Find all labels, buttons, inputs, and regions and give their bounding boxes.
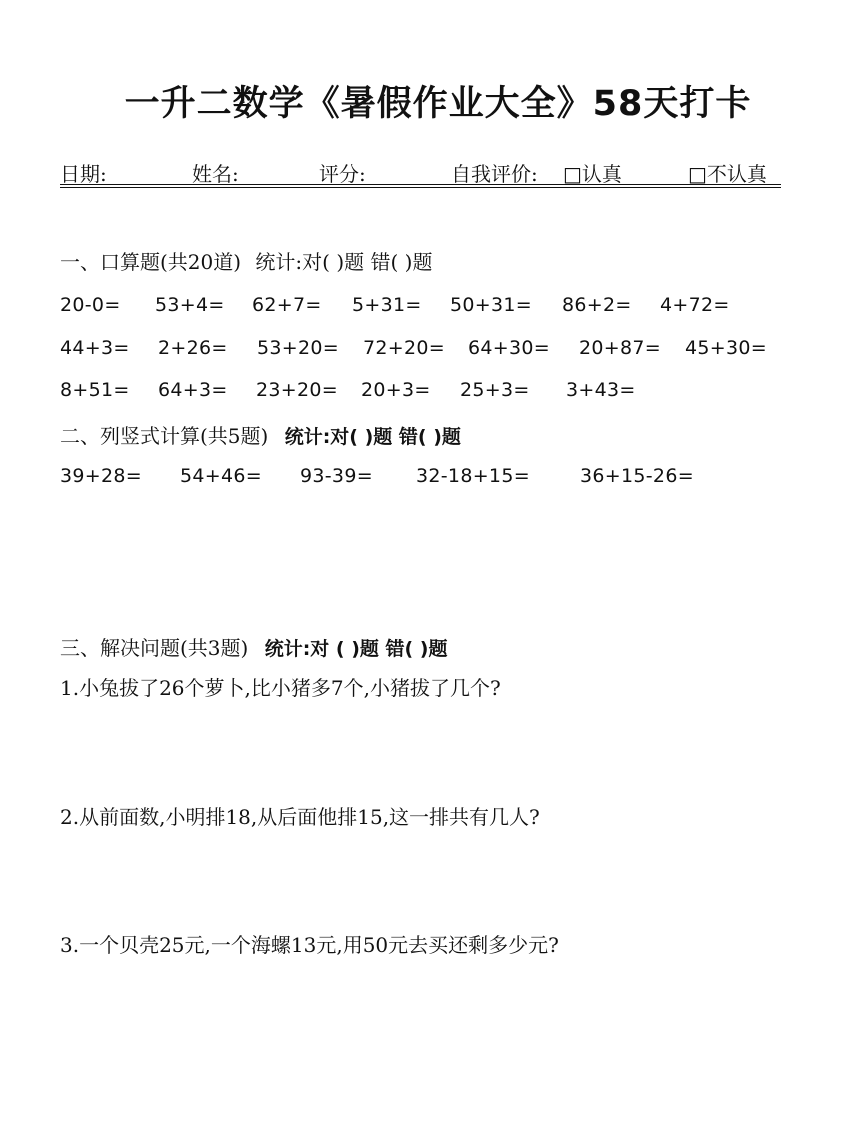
option-serious[interactable]: □认真 [563,162,622,186]
mental-math-item: 50+31= [450,294,532,316]
section3-heading: 三、解决问题(共3题) [60,636,249,660]
vertical-calc-item: 36+15-26= [580,465,694,487]
info-row [60,158,781,185]
section1-stats: 统计:对( )题 错( )题 [255,250,433,274]
mental-math-item: 4+72= [660,294,730,316]
mental-math-item: 8+51= [60,379,130,401]
score-label: 评分: [319,162,366,186]
mental-math-item: 64+30= [468,337,550,359]
section1-header [60,246,432,275]
option-not-serious[interactable]: □不认真 [688,162,767,186]
page-title: 一升二数学《暑假作业大全》58天打卡 [124,84,752,124]
mental-math-item: 64+3= [158,379,228,401]
date-label: 日期: [60,162,107,186]
name-label: 姓名: [192,162,239,186]
word-problem: 3.一个贝壳25元,一个海螺13元,用50元去买还剩多少元? [60,933,559,957]
section2-heading: 二、列竖式计算(共5题) [60,424,269,448]
mental-math-item: 23+20= [256,379,338,401]
mental-math-item: 5+31= [352,294,422,316]
mental-math-item: 20+3= [361,379,431,401]
vertical-calc-item: 93-39= [300,465,373,487]
section1-heading: 一、口算题(共20道) [60,250,242,274]
mental-math-item: 20-0= [60,294,121,316]
mental-math-item: 2+26= [158,337,228,359]
vertical-calc-item: 39+28= [60,465,142,487]
vertical-calc-item: 32-18+15= [416,465,530,487]
vertical-calc-item: 54+46= [180,465,262,487]
section2-header [60,420,461,449]
self-eval-label: 自我评价: [451,162,538,186]
mental-math-item: 45+30= [685,337,767,359]
section3-stats: 统计:对 ( )题 错( )题 [264,638,448,660]
word-problem: 2.从前面数,小明排18,从后面他排15,这一排共有几人? [60,805,540,829]
mental-math-item: 20+87= [579,337,661,359]
mental-math-item: 44+3= [60,337,130,359]
section3-header [60,632,448,661]
mental-math-item: 53+4= [155,294,225,316]
mental-math-item: 53+20= [257,337,339,359]
mental-math-item: 72+20= [363,337,445,359]
mental-math-item: 3+43= [566,379,636,401]
mental-math-item: 62+7= [252,294,322,316]
mental-math-item: 86+2= [562,294,632,316]
mental-math-item: 25+3= [460,379,530,401]
section2-stats: 统计:对( )题 错( )题 [284,426,461,448]
word-problem: 1.小兔拔了26个萝卜,比小猪多7个,小猪拔了几个? [60,676,501,700]
